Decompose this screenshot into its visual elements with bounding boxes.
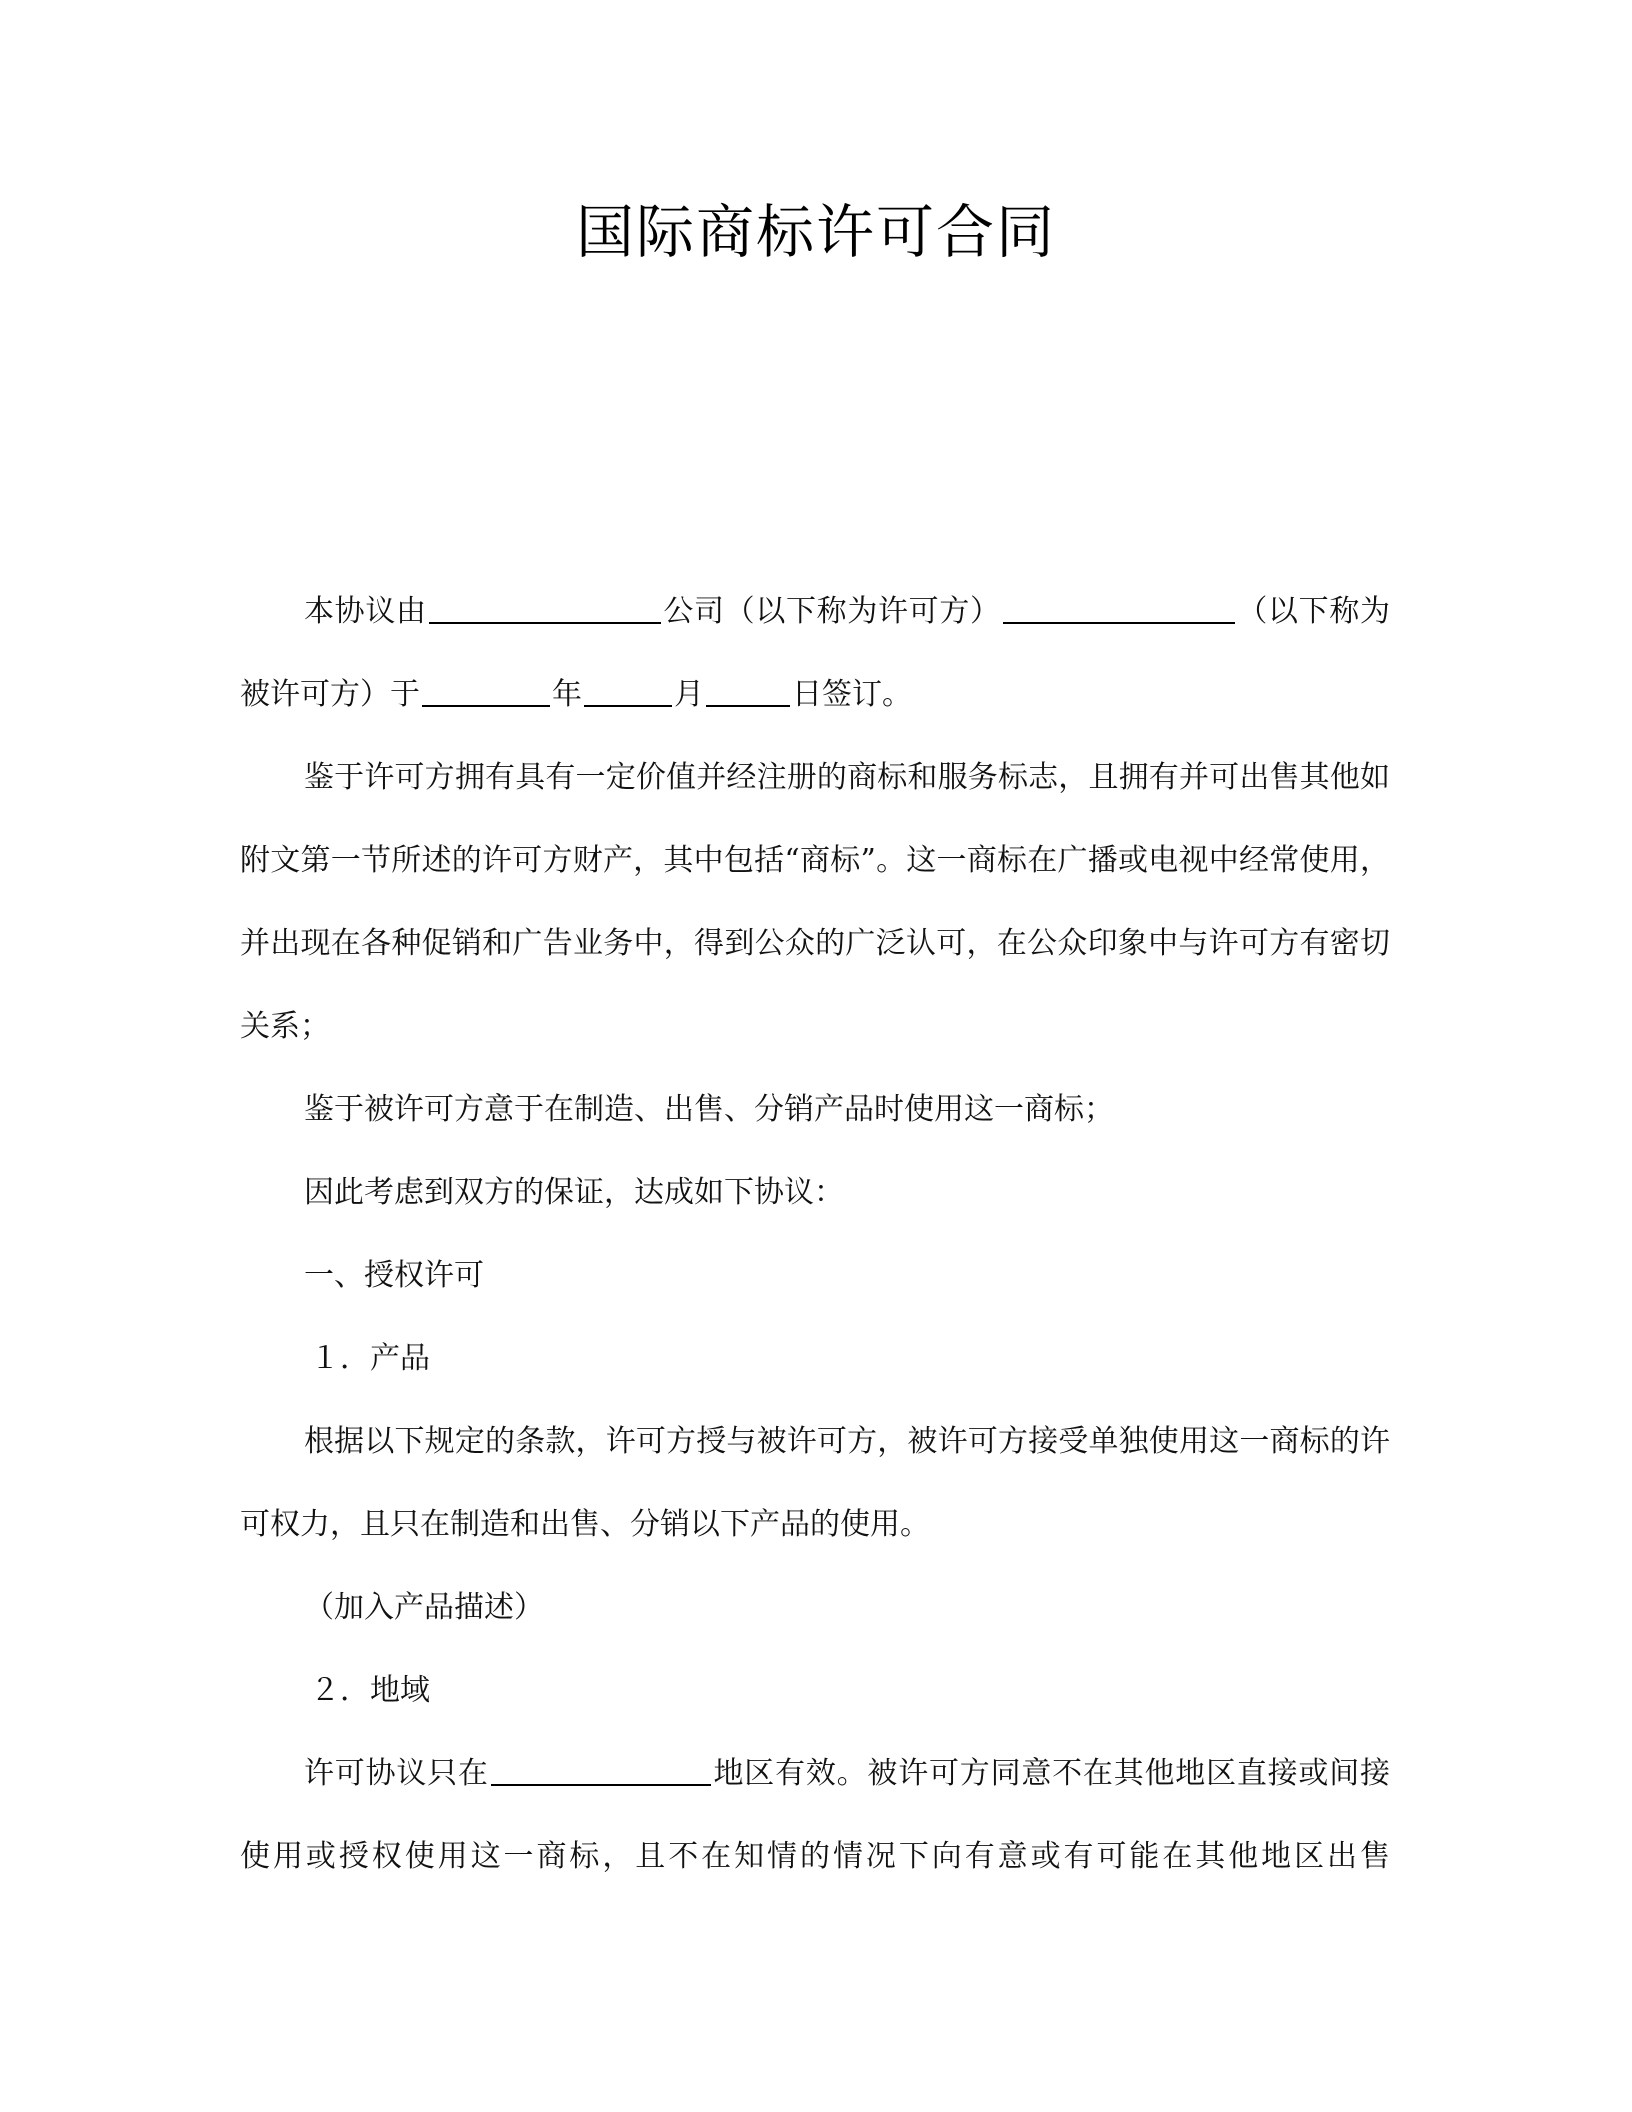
whereas-paragraph-2: 鉴于被许可方意于在制造、出售、分销产品时使用这一商标；	[304, 1092, 1114, 1127]
products-paragraph: 根据以下规定的条款，许可方授与被许可方，被许可方接受单独使用这一商标的许可权力，且只在制造和出售、分销以下产品的使用。	[240, 1424, 1390, 1542]
intro-text-b: 公司（以下称为许可方）	[662, 594, 1001, 629]
intro-year-label: 年	[552, 677, 582, 712]
intro-text-a: 本协议由	[304, 594, 427, 629]
therefore-paragraph: 因此考虑到双方的保证，达成如下协议：	[304, 1175, 844, 1210]
licensee-blank	[1003, 594, 1235, 624]
day-blank	[706, 677, 790, 707]
licensor-blank	[429, 594, 661, 624]
section-heading-grant: 一、授权许可	[304, 1258, 484, 1293]
intro-paragraph	[240, 570, 1390, 736]
region-blank	[491, 1756, 711, 1786]
item-heading-products: １．产品	[310, 1341, 430, 1376]
whereas-paragraph-1: 鉴于许可方拥有具有一定价值并经注册的商标和服务标志，且拥有并可出售其他如附文第一节所述的许可方财产，其中包括“商标”。这一商标在广播或电视中经常使用，并出现在各种促销和广告业务中，得到公众的广泛认可，在公众印象中与许可方有密切关系；	[240, 760, 1390, 1044]
territory-paragraph	[240, 1732, 1390, 1898]
year-blank	[422, 677, 550, 707]
territory-text-a: 许可协议只在	[304, 1756, 489, 1791]
intro-day-label: 日签订。	[792, 677, 912, 712]
products-note: （加入产品描述）	[304, 1590, 544, 1625]
intro-month-label: 月	[674, 677, 704, 712]
territory-text-b: 地区有效。被许可方同意不在其他地区直接或间接使用或授权使用这一商标，且不在知情的情况下向有意或有可能在其他地区出售	[240, 1756, 1391, 1874]
month-blank	[584, 677, 672, 707]
document-title: 国际商标许可合同	[575, 198, 1056, 266]
intro-text-c: （以下称为被许可方）于	[240, 594, 1391, 712]
document-body	[240, 570, 1390, 1898]
item-heading-territory: ２．地域	[310, 1673, 430, 1708]
